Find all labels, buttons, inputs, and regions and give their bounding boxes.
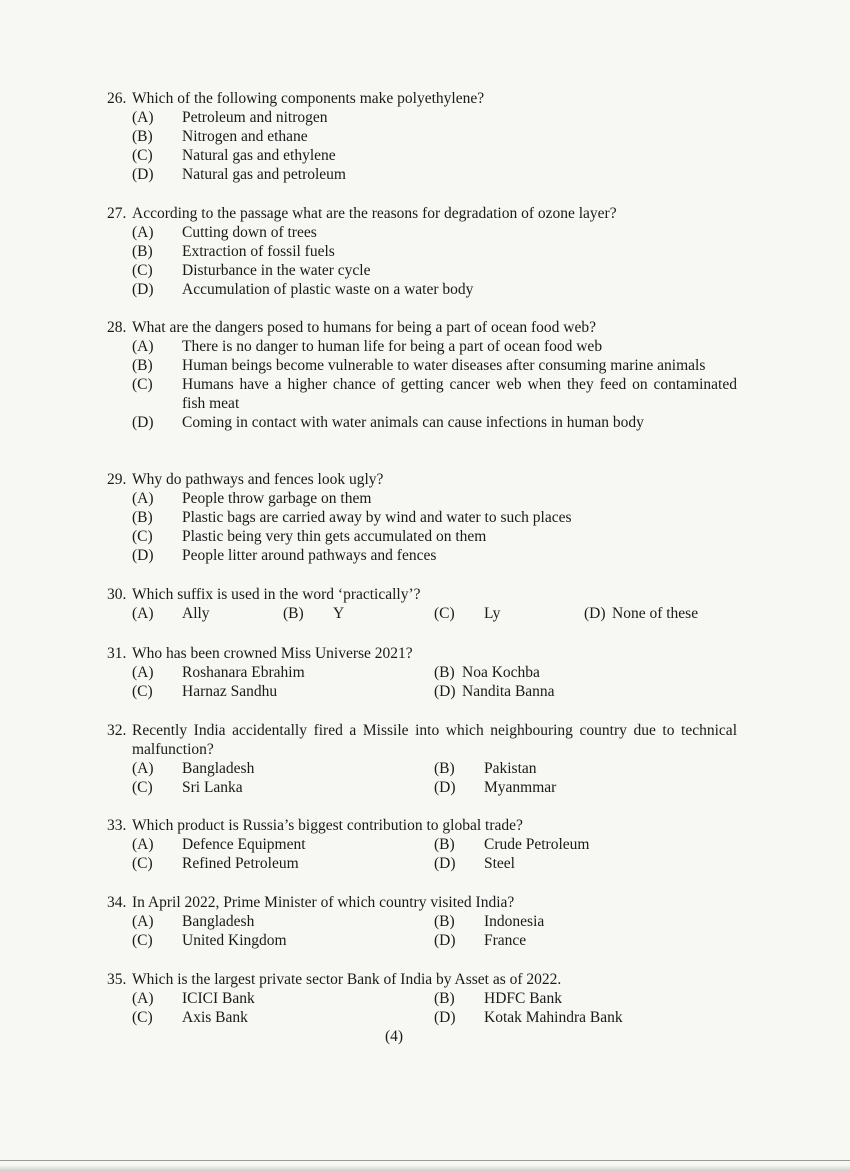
option-c-label: (C) [132, 932, 153, 949]
option-a-label: (A) [132, 664, 154, 681]
option-b-text: Noa Kochba [462, 664, 540, 681]
question-34 [107, 893, 737, 950]
option-b-label: (B) [434, 760, 455, 777]
option-b: (B) Plastic bags are carried away by wind and water to such places [132, 509, 572, 526]
option-a: (A) There is no danger to human life for being a part of ocean food web [132, 338, 603, 355]
option-c-label: (C) [434, 605, 455, 622]
option-d-label: (D) [434, 932, 456, 949]
question-text: According to the passage what are the reasons for degradation of ozone layer? [132, 205, 617, 222]
question-32 [107, 721, 737, 797]
option-a-text: Bangladesh [182, 913, 255, 930]
question-text: What are the dangers posed to humans for being a part of ocean food web? [132, 319, 596, 336]
options-row-2 [132, 682, 737, 701]
option-b-text: Indonesia [484, 913, 545, 930]
question-text: Which suffix is used in the word ‘practically’? [132, 586, 421, 603]
options-row-2 [132, 1008, 737, 1027]
question-31 [107, 644, 737, 701]
option-c-label: (C) [132, 855, 153, 872]
option-d: (D) Natural gas and petroleum [132, 166, 346, 183]
option-a-label: (A) [132, 836, 154, 853]
option-a-text: Bangladesh [182, 760, 255, 777]
question-27 [107, 204, 737, 299]
question-33 [107, 816, 737, 873]
option-c-text: United Kingdom [182, 932, 287, 949]
option-d: (D) People litter around pathways and fences [132, 547, 437, 564]
options-row-1 [132, 912, 737, 931]
question-text: Which is the largest private sector Bank of India by Asset as of 2022. [132, 971, 562, 988]
option-c-text: Sri Lanka [182, 779, 243, 796]
question-text: Which of the following components make polyethylene? [132, 90, 485, 107]
option-b: (B) Extraction of fossil fuels [132, 243, 335, 260]
option-b: (B) Human beings become vulnerable to water diseases after consuming marine animals [132, 357, 706, 374]
option-d-text: Steel [484, 855, 515, 872]
question-number: 26. [107, 90, 127, 107]
question-text: Who has been crowned Miss Universe 2021? [132, 645, 413, 662]
option-d-label: (D) [434, 779, 456, 796]
option-d-text: Kotak Mahindra Bank [484, 1009, 623, 1026]
option-b-label: (B) [434, 836, 455, 853]
option-d: (D) Accumulation of plastic waste on a water body [132, 281, 474, 298]
option-d-text: None of these [612, 605, 699, 622]
option-a-text: ICICI Bank [182, 990, 255, 1007]
question-text: Recently India accidentally fired a Missile into which neighbouring country due to technical malfunction? [132, 722, 737, 758]
option-c-label: (C) [132, 1009, 153, 1026]
question-number: 32. [107, 722, 127, 739]
options-row [132, 604, 737, 623]
option-c: (C) Disturbance in the water cycle [132, 262, 371, 279]
option-b-label: (B) [434, 990, 455, 1007]
option-c-label: (C) [132, 779, 153, 796]
options-row-1 [132, 759, 737, 778]
option-b-text: Y [333, 605, 345, 622]
option-a: (A) Petroleum and nitrogen [132, 109, 328, 126]
options-row-1 [132, 835, 737, 854]
question-number: 35. [107, 971, 127, 988]
option-d-text: Myanmmar [484, 779, 557, 796]
option-c-label: (C) [132, 683, 153, 700]
question-28 [107, 318, 737, 432]
option-c-text: Ly [484, 605, 501, 622]
option-c-text: Harnaz Sandhu [182, 683, 278, 700]
question-number: 30. [107, 586, 127, 603]
option-b: (B) Nitrogen and ethane [132, 128, 308, 145]
question-text: In April 2022, Prime Minister of which country visited India? [132, 894, 515, 911]
option-d-label: (D) [584, 605, 606, 622]
option-b-text: Pakistan [484, 760, 537, 777]
options-row-2 [132, 854, 737, 873]
scan-bottom-edge [0, 1165, 850, 1171]
option-b-label: (B) [434, 664, 455, 681]
question-number: 34. [107, 894, 127, 911]
question-text: Why do pathways and fences look ugly? [132, 471, 384, 488]
option-d-label: (D) [434, 683, 456, 700]
option-a-text: Roshanara Ebrahim [182, 664, 305, 681]
option-c: (C) Humans have a higher chance of getting cancer web when they feed on contaminated fish meat [132, 376, 737, 412]
question-35 [107, 970, 737, 1027]
option-c-text: Axis Bank [182, 1009, 248, 1026]
option-b-text: Crude Petroleum [484, 836, 590, 853]
question-30 [107, 585, 737, 623]
option-a-text: Defence Equipment [182, 836, 306, 853]
option-c-text: Refined Petroleum [182, 855, 299, 872]
options-row-1 [132, 989, 737, 1008]
option-d-text: Nandita Banna [462, 683, 555, 700]
option-d-text: France [484, 932, 527, 949]
option-b-label: (B) [283, 605, 304, 622]
option-b-text: HDFC Bank [484, 990, 562, 1007]
question-number: 29. [107, 471, 127, 488]
option-c: (C) Plastic being very thin gets accumulated on them [132, 528, 487, 545]
option-a-label: (A) [132, 760, 154, 777]
option-a-label: (A) [132, 990, 154, 1007]
option-a-text: Ally [182, 605, 210, 622]
option-a: (A) Cutting down of trees [132, 224, 317, 241]
option-a-label: (A) [132, 605, 154, 622]
question-29 [107, 470, 737, 565]
question-text: Which product is Russia’s biggest contribution to global trade? [132, 817, 523, 834]
question-number: 28. [107, 319, 127, 336]
question-number: 31. [107, 645, 127, 662]
option-a: (A) People throw garbage on them [132, 490, 372, 507]
question-number: 33. [107, 817, 127, 834]
option-c: (C) Natural gas and ethylene [132, 147, 336, 164]
scan-edge-line [0, 1160, 850, 1161]
page-number: (4) [385, 1028, 404, 1045]
option-d-label: (D) [434, 855, 456, 872]
option-a-label: (A) [132, 913, 154, 930]
option-d-label: (D) [434, 1009, 456, 1026]
options-row-2 [132, 778, 737, 797]
options-row-2 [132, 931, 737, 950]
option-d: (D) Coming in contact with water animals can cause infections in human body [132, 414, 644, 431]
question-26 [107, 89, 737, 184]
question-number: 27. [107, 205, 127, 222]
options-row-1 [132, 663, 737, 682]
option-b-label: (B) [434, 913, 455, 930]
